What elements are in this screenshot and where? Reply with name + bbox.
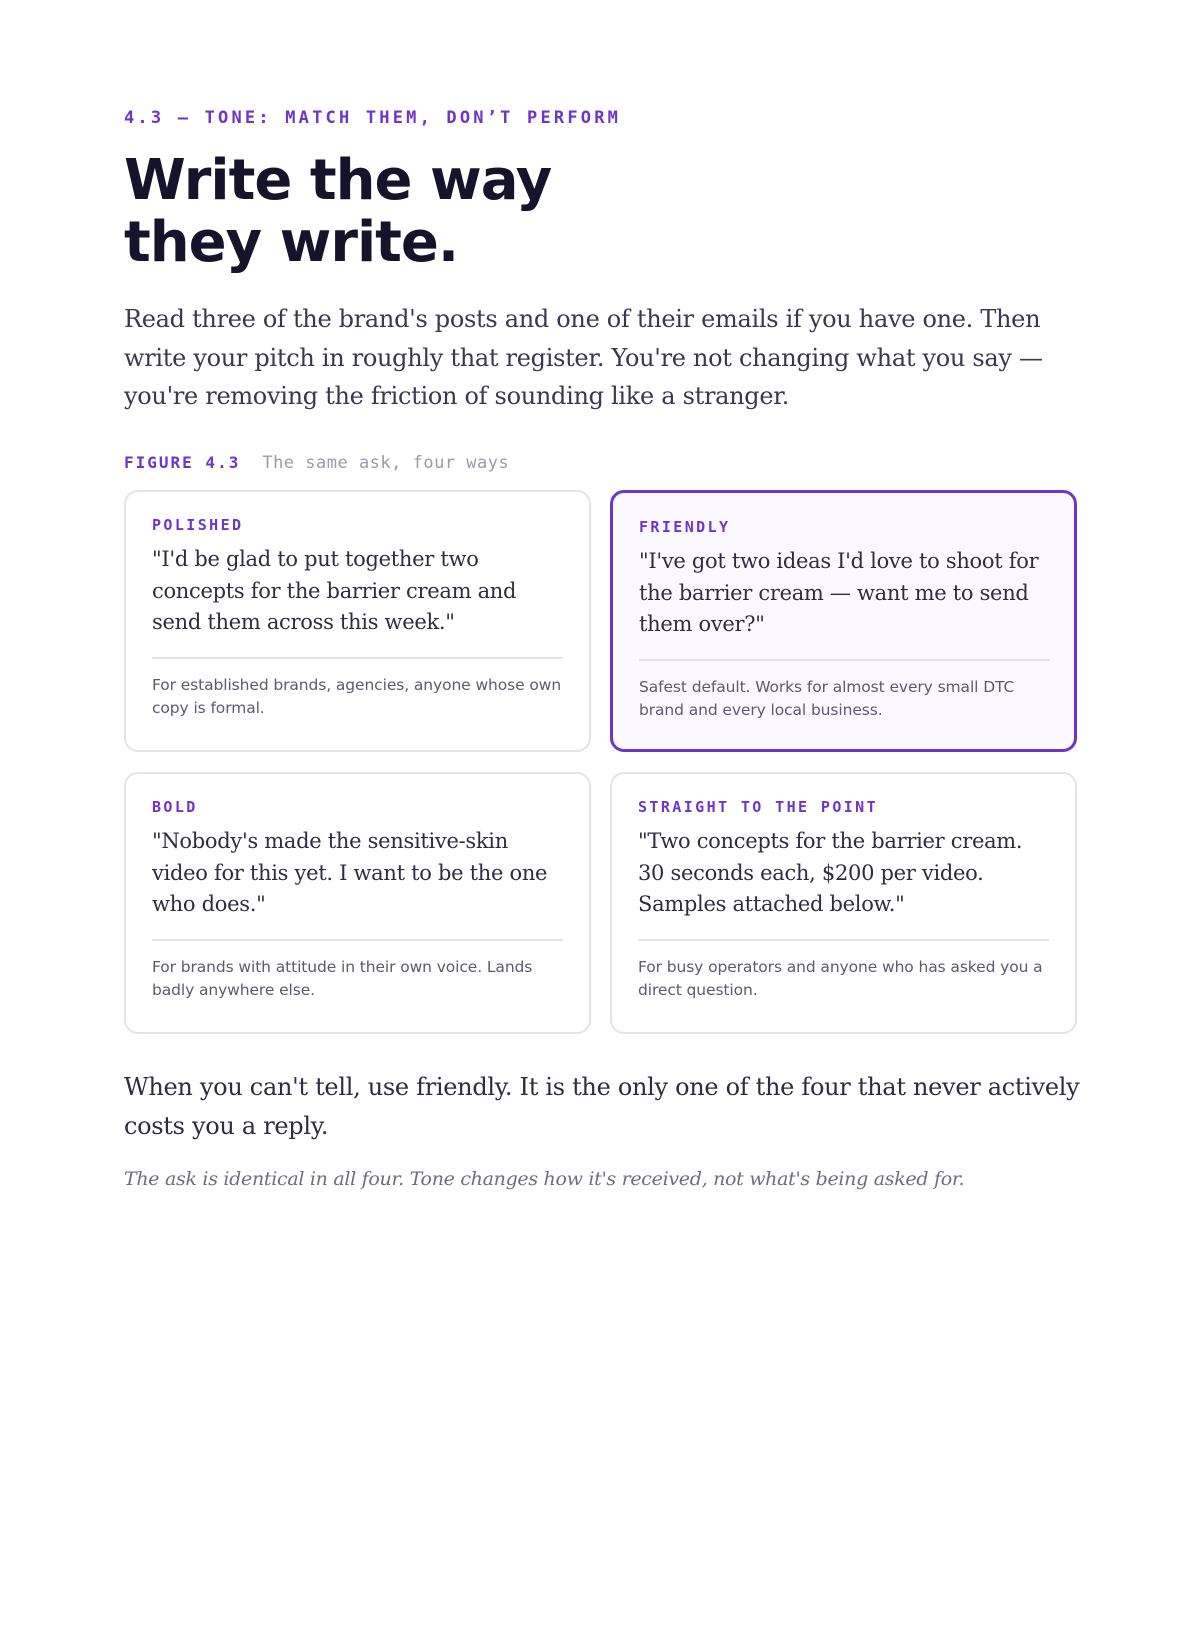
- tone-card-divider: [638, 939, 1049, 941]
- page-title-line-2: they write.: [124, 210, 459, 275]
- tone-card-divider: [152, 939, 563, 941]
- tone-card-label: STRAIGHT TO THE POINT: [638, 798, 879, 816]
- tone-card-label: FRIENDLY: [639, 518, 731, 536]
- tone-card-divider: [152, 657, 563, 659]
- footnote: The ask is identical in all four. Tone changes how it's received, not what's being asked for.: [124, 1168, 965, 1190]
- tone-card-note: For brands with attitude in their own voice. Lands badly anywhere else.: [152, 958, 533, 999]
- figure-caption: [124, 453, 509, 473]
- page-title: [124, 150, 551, 274]
- closing-paragraph: When you can't tell, use friendly. It is the only one of the four that never actively costs you a reply.: [124, 1073, 1080, 1140]
- tone-card-quote: "Nobody's made the sensitive-skin video for this yet. I want to be the one who does.": [152, 829, 548, 916]
- tone-card-divider: [639, 659, 1050, 661]
- tone-card-note: Safest default. Works for almost every small DTC brand and every local business.: [639, 678, 1015, 719]
- section-eyebrow: 4.3 — TONE: MATCH THEM, DON’T PERFORM: [124, 108, 622, 128]
- tone-card-straight-to-the-point: [610, 772, 1077, 1034]
- tone-card-quote: "I'd be glad to put together two concepts for the barrier cream and send them across this week.": [152, 547, 517, 634]
- tone-card-note: For established brands, agencies, anyone whose own copy is formal.: [152, 676, 562, 717]
- figure-caption-text: The same ask, four ways: [262, 453, 510, 473]
- tone-card-label: POLISHED: [152, 516, 244, 534]
- tone-card-quote: "I've got two ideas I'd love to shoot for the barrier cream — want me to send them over?": [639, 549, 1039, 636]
- tone-card-polished: [124, 490, 591, 752]
- figure-number: FIGURE 4.3: [124, 453, 241, 472]
- tone-card-bold: [124, 772, 591, 1034]
- tone-card-label: BOLD: [152, 798, 198, 816]
- intro-paragraph: Read three of the brand's posts and one of their emails if you have one. Then write your pitch in roughly that register. You're not changing what you say — you're removing the friction of sounding like a stranger.: [124, 305, 1043, 410]
- tone-card-quote: "Two concepts for the barrier cream. 30 seconds each, $200 per video. Samples attached below.": [638, 829, 1023, 916]
- tone-card-note: For busy operators and anyone who has asked you a direct question.: [638, 958, 1043, 999]
- page-title-line-1: Write the way: [124, 148, 552, 213]
- tone-card-friendly: [610, 490, 1077, 752]
